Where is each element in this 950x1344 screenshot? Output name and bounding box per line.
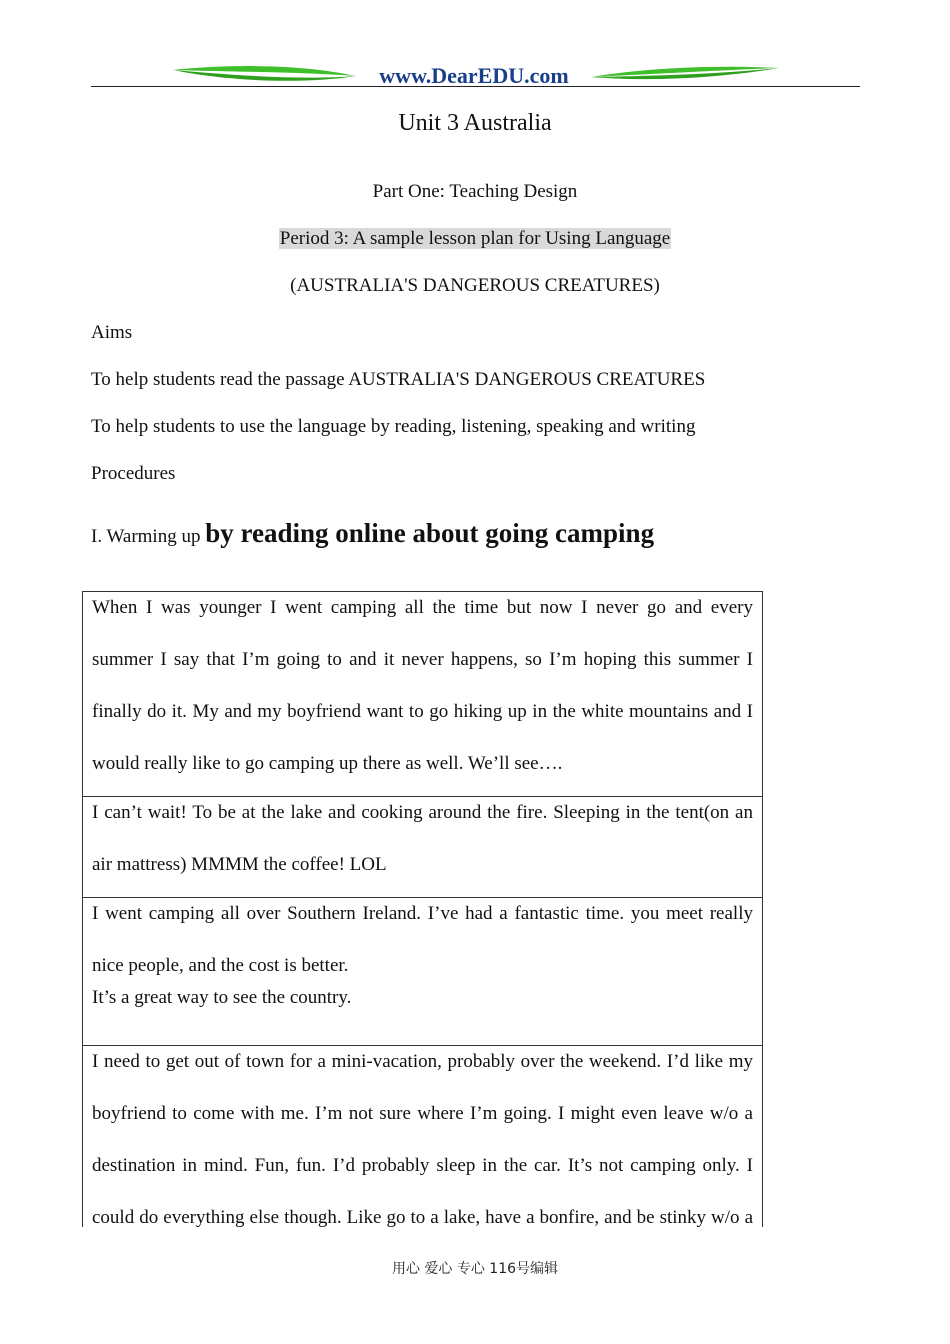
comment-line: destination in mind. Fun, fun. I’d probably sleep in the car. It’s not camping only. I	[92, 1155, 753, 1176]
comment-cell	[83, 898, 762, 1046]
camping-comments-table	[82, 591, 763, 1227]
comment-line: It’s a great way to see the country.	[92, 987, 352, 1008]
comment-line: I need to get out of town for a mini-vacation, probably over the weekend. I’d like my	[92, 1051, 753, 1072]
aim-item: To help students to use the language by reading, listening, speaking and writing	[91, 416, 696, 437]
comment-line: boyfriend to come with me. I’m not sure where I’m going. I might even leave w/o a	[92, 1103, 753, 1124]
part-heading: Part One: Teaching Design	[372, 181, 578, 202]
header-divider	[91, 86, 860, 87]
comment-cell	[83, 592, 762, 797]
procedures-heading: Procedures	[91, 463, 176, 484]
warming-up-heading	[91, 518, 654, 549]
comment-line: finally do it. My and my boyfriend want to go hiking up in the white mountains and I	[92, 701, 753, 722]
comment-line: could do everything else though. Like go to a lake, have a bonfire, and be stinky w/o a	[92, 1207, 753, 1227]
site-name: www.DearEDU.com	[379, 63, 569, 88]
comment-cell	[83, 1046, 762, 1227]
comment-line: air mattress) MMMM the coffee! LOL	[92, 854, 387, 875]
comment-line: would really like to go camping up there as well. We’ll see….	[92, 753, 563, 774]
aims-heading: Aims	[91, 322, 133, 343]
comment-line: summer I say that I’m going to and it never happens, so I’m hoping this summer I	[92, 649, 753, 670]
comment-line: I can’t wait! To be at the lake and cooking around the fire. Sleeping in the tent(on an	[92, 802, 753, 823]
comment-line: When I was younger I went camping all the time but now I never go and every	[92, 597, 753, 618]
page-title: Unit 3 Australia	[398, 110, 552, 136]
period-heading	[0, 228, 950, 250]
period-heading-text: Period 3: A sample lesson plan for Using Language	[279, 228, 671, 249]
page-footer: 用心 爱心 专心 116号编辑	[391, 1261, 559, 1277]
comment-line: I went camping all over Southern Ireland. I’ve had a fantastic time. you meet really	[92, 903, 753, 924]
topic-heading: (AUSTRALIA'S DANGEROUS CREATURES)	[290, 275, 660, 296]
aim-item: To help students read the passage AUSTRALIA'S DANGEROUS CREATURES	[91, 369, 706, 390]
comment-line: nice people, and the cost is better.	[92, 955, 349, 976]
comment-cell	[83, 797, 762, 898]
warming-up-prefix: I. Warming up	[91, 526, 206, 547]
warming-up-emphasis: by reading online about going camping	[205, 518, 655, 548]
